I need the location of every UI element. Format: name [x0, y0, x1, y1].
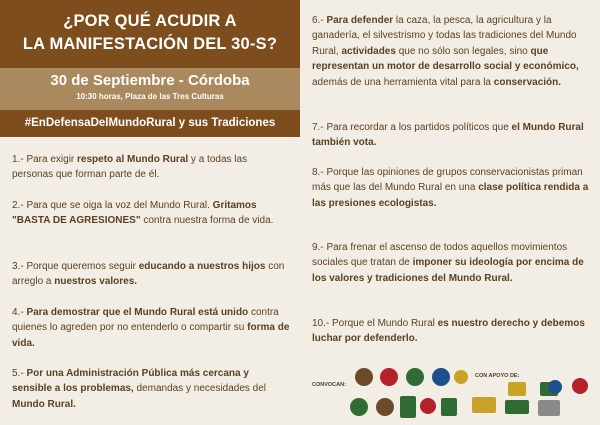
event-date-band	[0, 68, 300, 110]
reason-1	[12, 152, 290, 183]
apoyo-logo-2	[508, 382, 526, 396]
reason-4-part-1: Para demostrar que el Mundo Rural está unido	[26, 307, 249, 318]
reason-7-part-1: el Mundo Rural también vota.	[312, 122, 584, 149]
reason-2-part-1: Gritamos "BASTA DE AGRESIONES"	[12, 200, 257, 227]
reason-10-part-1: es nuestro derecho y debemos luchar por defenderlo.	[312, 318, 585, 345]
reason-5-part-3: Mundo Rural.	[12, 398, 76, 410]
event-date: 30 de Septiembre - Córdoba	[50, 72, 250, 89]
reason-9	[312, 240, 594, 286]
reason-6-part-1: Para defender	[326, 15, 394, 26]
reason-6-part-5: que representan un motor de desarrollo social y económico,	[312, 45, 579, 73]
reason-1-part-0: 1.- Para exigir	[12, 154, 78, 165]
hashtag-text: #EnDefensaDelMundoRural y sus Tradiciones	[24, 117, 276, 129]
logos-area	[300, 362, 600, 425]
reason-2-part-2: contra nuestra forma de vida.	[140, 215, 274, 227]
reason-5-part-0: 5.-	[12, 368, 27, 379]
apoyo-logo-7	[572, 378, 588, 394]
apoyo-logo-6	[548, 380, 562, 394]
convocan-logo-1	[355, 368, 373, 386]
convocan-logo-5	[454, 370, 468, 384]
convocan-logo-9	[441, 398, 457, 416]
reason-6-part-3: actividades	[341, 45, 396, 57]
reason-4-part-0: 4.-	[12, 307, 27, 318]
apoyo-logo-1	[472, 397, 496, 413]
convocan-logo-7	[376, 398, 394, 416]
reason-4-part-2: contra quienes lo agreden por no entenderlo o compartir su	[12, 307, 279, 334]
apoyo-label: CON APOYO DE:	[475, 373, 520, 379]
reason-3-part-1: educando a nuestros hijos	[138, 261, 266, 272]
reason-3-part-2: con arreglo a	[12, 261, 285, 288]
reason-9-part-0: 9.- Para frenar el ascenso de todos aquellos movimientos sociales que tratan de	[312, 242, 568, 269]
apoyo-logo-3	[505, 400, 529, 414]
reason-8-part-0: 8.- Porque las opiniones de grupos conservacionistas priman más que las del Mundo Rural en una	[312, 167, 583, 194]
reason-10	[312, 316, 594, 347]
header-title-line1: ¿POR QUÉ ACUDIR A	[63, 12, 237, 30]
convocan-logo-2	[380, 368, 398, 386]
apoyo-logo-5	[538, 400, 560, 416]
convocan-logo-6	[350, 398, 368, 416]
reason-4	[12, 305, 290, 351]
reason-6	[312, 13, 594, 90]
reason-7-part-0: 7.- Para recordar a los partidos políticos que	[312, 122, 512, 133]
reason-8	[312, 165, 594, 211]
reason-9-part-1: imponer su ideología por encima de los valores y tradiciones del Mundo Rural.	[312, 257, 584, 284]
reason-4-part-3: forma de vida.	[12, 322, 290, 349]
reason-6-part-6: además de una herramienta vital para la	[312, 76, 494, 88]
convocan-label: CONVOCAN:	[312, 382, 346, 388]
reason-10-part-0: 10.- Porque el Mundo Rural	[312, 318, 438, 329]
reason-5	[12, 366, 290, 412]
convocan-logo-8	[420, 398, 436, 414]
reason-8-part-1: clase política rendida a las presiones ecologistas.	[312, 182, 589, 209]
reason-6-part-4: que no sólo son legales, sino	[395, 45, 531, 57]
asaja-logo	[400, 396, 416, 418]
reason-3-part-0: 3.- Porque queremos seguir	[12, 261, 139, 272]
header-title-line2: LA MANIFESTACIÓN DEL 30-S?	[22, 35, 278, 53]
poster-header	[0, 0, 300, 68]
convocan-logo-4	[432, 368, 450, 386]
reason-6-part-0: 6.-	[312, 15, 327, 26]
reason-2	[12, 198, 290, 229]
reason-2-part-0: 2.- Para que se oiga la voz del Mundo Rural.	[12, 200, 213, 211]
reason-1-part-1: respeto al Mundo Rural	[77, 154, 189, 165]
reason-6-part-2: la caza, la pesca, la agricultura y la ganadería, el silvestrismo y todas las tradiciones del Mundo Rural,	[312, 15, 577, 57]
reason-1-part-2: y a todas las personas que forman parte de él.	[12, 154, 248, 181]
hashtag-band	[0, 110, 300, 137]
reason-3	[12, 259, 290, 290]
event-details: 10:30 horas, Plaza de las Tres Culturas	[76, 92, 224, 101]
reason-5-part-2: demandas y necesidades del	[133, 383, 267, 395]
reason-6-part-7: conservación.	[493, 76, 562, 88]
reason-5-part-1: Por una Administración Pública más cercana y sensible a los problemas,	[12, 368, 249, 395]
convocan-logo-3	[406, 368, 424, 386]
reason-3-part-3: nuestros valores.	[54, 276, 138, 288]
reason-7	[312, 120, 594, 151]
